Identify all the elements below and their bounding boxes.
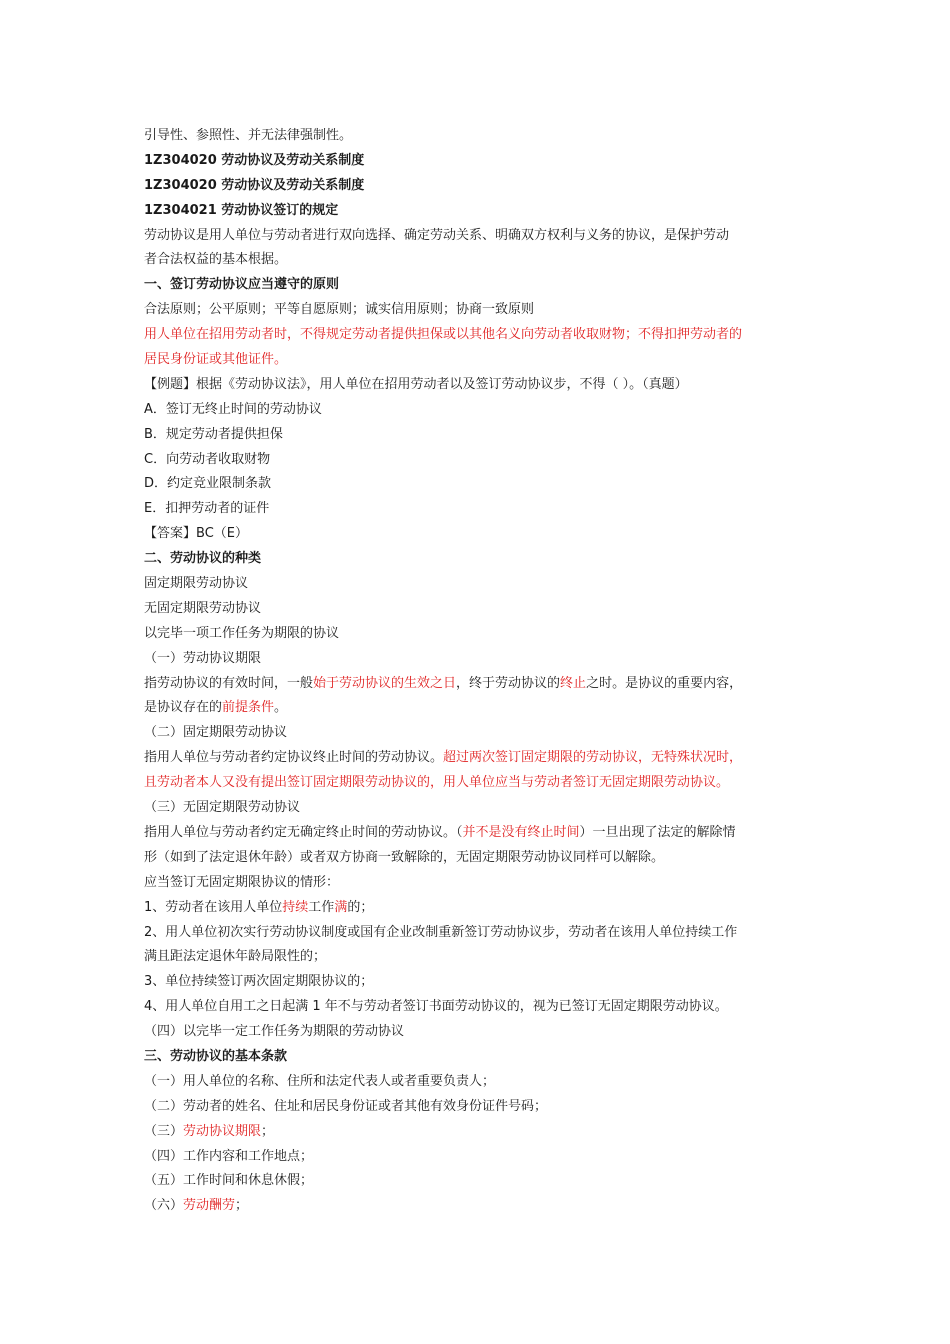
heading-text: 三、劳动协议的基本条款 <box>144 1048 288 1064</box>
highlighted-text: 劳动酬劳 <box>183 1198 236 1214</box>
text-line <box>144 945 812 970</box>
body-text: A．签订无终止时间的劳动协议 <box>144 401 322 417</box>
text-line <box>144 448 812 473</box>
text-line <box>144 846 812 871</box>
heading-text: 1Z304020 劳动协议及劳动关系制度 <box>144 152 365 168</box>
body-text: 引导性、参照性、并无法律强制性。 <box>144 128 353 143</box>
text-line <box>144 373 812 398</box>
body-text: 2、用人单位初次实行劳动协议制度或国有企业改制重新签订劳动协议步，劳动者在该用人单位持续工作 <box>144 924 738 940</box>
body-text: （四）以完毕一定工作任务为期限的劳动协议 <box>144 1024 405 1040</box>
text-line <box>144 1070 812 1095</box>
text-line <box>144 672 812 697</box>
text-line <box>144 348 812 373</box>
text-line <box>144 871 812 896</box>
text-line <box>144 1169 812 1194</box>
heading-text: 1Z304021 劳动协议签订的规定 <box>144 202 339 218</box>
text-line <box>144 821 812 846</box>
body-text: 者合法权益的基本根据。 <box>144 252 288 268</box>
text-line <box>144 572 812 597</box>
highlighted-text: 且劳动者本人又没有提出签订固定期限劳动协议的，用人单位应当与劳动者签订无固定期限劳动协议。 <box>144 775 730 791</box>
text-line <box>144 547 812 572</box>
text-line <box>144 597 812 622</box>
text-line <box>144 995 812 1020</box>
body-text: D．约定竞业限制条款 <box>144 476 272 492</box>
text-line <box>144 1095 812 1120</box>
text-line <box>144 298 812 323</box>
body-text: 形（如到了法定退休年龄）或者双方协商一致解除的，无固定期限劳动协议同样可以解除。 <box>144 849 665 865</box>
highlighted-text: 持续 <box>282 899 309 915</box>
body-text: 3、单位持续签订两次固定期限协议的； <box>144 974 374 990</box>
highlighted-text: 满 <box>334 899 348 915</box>
text-line <box>144 622 812 647</box>
text-line <box>144 224 812 249</box>
body-text: 工作 <box>308 899 335 915</box>
body-text: 【答案】BC（E） <box>144 526 248 542</box>
text-line <box>144 273 812 298</box>
body-text: （六） <box>144 1198 184 1214</box>
text-line <box>144 1120 812 1145</box>
highlighted-text: 始于劳动协议的生效之日 <box>313 675 457 691</box>
text-line <box>144 721 812 746</box>
text-line <box>144 796 812 821</box>
body-text: （五）工作时间和休息休假； <box>144 1173 314 1189</box>
body-text: （二）劳动者的姓名、住址和居民身份证或者其他有效身份证件号码； <box>144 1098 548 1114</box>
body-text: B．规定劳动者提供担保 <box>144 426 283 442</box>
body-text: 无固定期限劳动协议 <box>144 600 262 616</box>
text-line <box>144 472 812 497</box>
text-line <box>144 149 812 174</box>
text-line <box>144 1020 812 1045</box>
body-text: 4、用人单位自用工之日起满 1 年不与劳动者签订书面劳动协议的，视为已签订无固定期限劳动协议。 <box>144 999 728 1015</box>
text-line <box>144 199 812 224</box>
text-line <box>144 970 812 995</box>
text-line <box>144 423 812 448</box>
text-line <box>144 497 812 522</box>
text-line <box>144 746 812 771</box>
text-line <box>144 174 812 199</box>
body-text: （三） <box>144 1123 184 1139</box>
body-text: C．向劳动者收取财物 <box>144 451 271 467</box>
body-text: 劳动协议是用人单位与劳动者进行双向选择、确定劳动关系、明确双方权利与义务的协议，是保护劳动 <box>144 227 730 243</box>
body-text: 固定期限劳动协议 <box>144 576 249 592</box>
body-text: E．扣押劳动者的证件 <box>144 501 270 517</box>
text-line <box>144 896 812 921</box>
text-line <box>144 1145 812 1170</box>
body-text: （一）劳动协议期限 <box>144 650 262 666</box>
text-line <box>144 124 812 149</box>
body-text: 的； <box>347 899 374 915</box>
text-line <box>144 522 812 547</box>
highlighted-text: 前提条件 <box>222 700 275 716</box>
highlighted-text: 并不是没有终止时间 <box>462 824 580 840</box>
text-line <box>144 323 812 348</box>
body-text: 指用人单位与劳动者约定协议终止时间的劳动协议。 <box>144 750 444 766</box>
body-text: （四）工作内容和工作地点； <box>144 1148 314 1164</box>
heading-text: 一、签订劳动协议应当遵守的原则 <box>144 277 340 293</box>
text-line <box>144 398 812 423</box>
highlighted-text: 用人单位在招用劳动者时，不得规定劳动者提供担保或以其他名义向劳动者收取财物；不得扣押劳动者的 <box>144 327 743 343</box>
body-text: 之时。是协议的重要内容， <box>586 675 743 691</box>
body-text: ，终于劳动协议的 <box>456 675 561 691</box>
body-text: 1、劳动者在该用人单位 <box>144 899 283 915</box>
body-text: 是协议存在的 <box>144 700 223 716</box>
body-text: 以完毕一项工作任务为期限的协议 <box>144 625 340 641</box>
body-text: ）一旦出现了法定的解除情 <box>579 824 736 840</box>
body-text: 【例题】根据《劳动协议法》，用人单位在招用劳动者以及签订劳动协议步，不得（ ）。（真题） <box>144 376 688 392</box>
document-body <box>144 124 812 1219</box>
body-text: 满且距法定退休年龄局限性的； <box>144 949 327 965</box>
heading-text: 二、劳动协议的种类 <box>144 551 262 567</box>
body-text: 。 <box>274 700 288 716</box>
text-line <box>144 696 812 721</box>
text-line <box>144 771 812 796</box>
body-text: ； <box>235 1198 249 1214</box>
text-line <box>144 647 812 672</box>
body-text: 指劳动协议的有效时间，一般 <box>144 675 314 691</box>
highlighted-text: 超过两次签订固定期限的劳动协议，无特殊状况时， <box>443 750 743 766</box>
highlighted-text: 终止 <box>560 675 587 691</box>
body-text: （一）用人单位的名称、住所和法定代表人或者重要负责人； <box>144 1073 496 1089</box>
highlighted-text: 劳动协议期限 <box>183 1123 262 1139</box>
highlighted-text: 居民身份证或其他证件。 <box>144 352 288 368</box>
text-line <box>144 1045 812 1070</box>
body-text: 合法原则；公平原则；平等自愿原则；诚实信用原则；协商一致原则 <box>144 302 535 318</box>
text-line <box>144 921 812 946</box>
text-line <box>144 1194 812 1219</box>
body-text: ； <box>261 1123 275 1139</box>
body-text: 指用人单位与劳动者约定无确定终止时间的劳动协议。（ <box>144 824 463 840</box>
heading-text: 1Z304020 劳动协议及劳动关系制度 <box>144 177 365 193</box>
body-text: 应当签订无固定期限协议的情形： <box>144 874 340 890</box>
body-text: （二）固定期限劳动协议 <box>144 725 288 741</box>
body-text: （三）无固定期限劳动协议 <box>144 800 301 816</box>
text-line <box>144 248 812 273</box>
